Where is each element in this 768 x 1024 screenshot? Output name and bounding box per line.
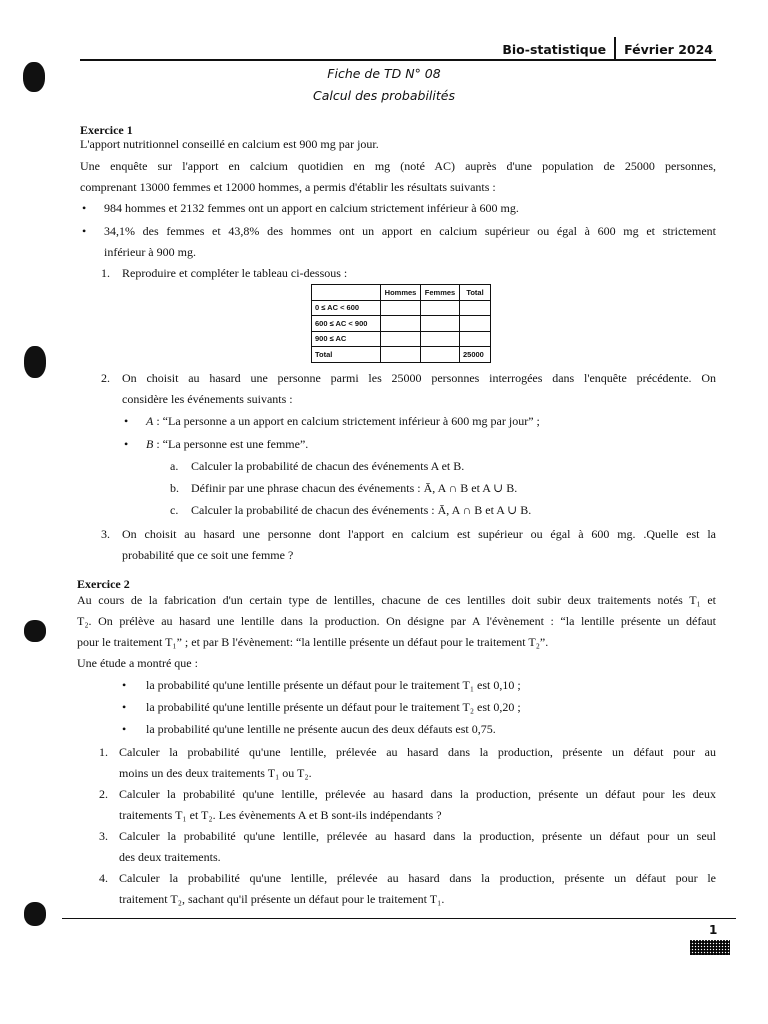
ex1-q3-line-2: probabilité que ce soit une femme ? bbox=[122, 548, 294, 562]
punch-hole-2 bbox=[24, 346, 46, 378]
table-header-cell: Total bbox=[460, 285, 491, 301]
header-divider bbox=[614, 37, 616, 61]
table-header-cell bbox=[312, 285, 381, 301]
ex1-intro-line: L'apport nutritionnel conseillé en calcium est 900 mg par jour. bbox=[80, 137, 379, 151]
table-cell bbox=[381, 331, 421, 347]
ex1-q2-line-1: On choisit au hasard une personne parmi les 25000 personnes interrogées dans l'enquête précédente. On bbox=[122, 371, 716, 385]
table-row bbox=[312, 331, 491, 347]
table-row-label: 900 ≤ AC bbox=[312, 331, 381, 347]
ex2-q4-number: 4. bbox=[99, 871, 108, 885]
ex1-bullet-1: 984 hommes et 2132 femmes ont un apport en calcium strictement inférieur à 600 mg. bbox=[104, 201, 519, 215]
ex1-q2c-label: c. bbox=[170, 503, 179, 517]
ex1-q1-number: 1. bbox=[101, 266, 110, 280]
table-header-row bbox=[312, 285, 491, 301]
ex2-q2-line-2: traitements T₁ et T₂. Les évènements A et B sont-ils indépendants ? bbox=[119, 808, 442, 822]
ex1-bullet-2-line-2: inférieur à 900 mg. bbox=[104, 245, 196, 259]
ex2-bullet-3: la probabilité qu'une lentille ne présente aucun des deux défauts est 0,75. bbox=[146, 722, 496, 736]
ex2-intro-line-1: Au cours de la fabrication d'un certain type de lentilles, chacune de ces lentilles doit subir deux traitements notés T₁ et bbox=[77, 593, 716, 607]
punch-hole-3 bbox=[24, 620, 46, 642]
table-cell bbox=[421, 347, 460, 363]
ex2-intro-line-4: Une étude a montré que : bbox=[77, 656, 198, 670]
ex2-bullet-2: la probabilité qu'une lentille présente un défaut pour le traitement T₂ est 0,20 ; bbox=[146, 700, 521, 714]
sheet-title: Fiche de TD N° 08 bbox=[327, 66, 441, 81]
ex1-q2b-label: b. bbox=[170, 481, 179, 495]
ex2-intro-line-2: T₂. On prélève au hasard une lentille dans la production. On désigne par A l'évènement : “la lentille présente un défaut bbox=[77, 614, 716, 628]
ex2-q3-number: 3. bbox=[99, 829, 108, 843]
exercise-2-heading: Exercice 2 bbox=[77, 577, 130, 591]
table-cell bbox=[381, 347, 421, 363]
bullet-dot: • bbox=[124, 437, 129, 451]
table-cell bbox=[460, 300, 491, 316]
table-row-label: 0 ≤ AC < 600 bbox=[312, 300, 381, 316]
ex2-q4-line-1: Calculer la probabilité qu'une lentille, prélevée au hasard dans la production, présente un défaut pour le bbox=[119, 871, 716, 885]
event-a-symbol: A bbox=[146, 414, 154, 428]
table-cell bbox=[421, 316, 460, 332]
table-cell bbox=[381, 316, 421, 332]
ex2-q1-line-2: moins un des deux traitements T₁ ou T₂. bbox=[119, 766, 312, 780]
ex2-q2-number: 2. bbox=[99, 787, 108, 801]
table-row-label: 600 ≤ AC < 900 bbox=[312, 316, 381, 332]
ex1-q2a-label: a. bbox=[170, 459, 179, 473]
event-a-text: : “La personne a un apport en calcium strictement inférieur à 600 mg par jour” ; bbox=[153, 414, 540, 428]
ex2-q1-number: 1. bbox=[99, 745, 108, 759]
table-cell bbox=[421, 300, 460, 316]
bullet-dot: • bbox=[82, 224, 87, 238]
ex2-q4-line-2: traitement T₂, sachant qu'il présente un défaut pour le traitement T₁. bbox=[119, 892, 445, 906]
page-number: 1 bbox=[709, 923, 718, 937]
table-row bbox=[312, 300, 491, 316]
ex2-q3-line-2: des deux traitements. bbox=[119, 850, 221, 864]
ex2-intro-line-3: pour le traitement T₁” ; et par B l'évènement: “la lentille présente un défaut pour le traitement T₂”. bbox=[77, 635, 549, 649]
footer-rule bbox=[62, 918, 736, 919]
exercise-1-heading: Exercice 1 bbox=[80, 123, 133, 137]
header-rule bbox=[80, 59, 716, 61]
bullet-dot: • bbox=[122, 678, 127, 692]
table-row-label: Total bbox=[312, 347, 381, 363]
ex1-q2a-text: Calculer la probabilité de chacun des événements A et B. bbox=[191, 459, 465, 473]
ex1-q2c-text: Calculer la probabilité de chacun des événements : Ā, A ∩ B et A ∪ B. bbox=[191, 503, 532, 517]
table-cell bbox=[381, 300, 421, 316]
table-cell bbox=[421, 331, 460, 347]
ex2-q1-line-1: Calculer la probabilité qu'une lentille, prélevée au hasard dans la production, présente un défaut pour au bbox=[119, 745, 716, 759]
table-row bbox=[312, 347, 491, 363]
ex1-q3-line-1: On choisit au hasard une personne dont l'apport en calcium est supérieur ou égal à 600 mg. .Quelle est la bbox=[122, 527, 716, 541]
course-name: Bio-statistique bbox=[502, 41, 607, 57]
page-header bbox=[502, 38, 713, 60]
table-header-cell: Hommes bbox=[381, 285, 421, 301]
ex1-bullet-2-line-1: 34,1% des femmes et 43,8% des hommes ont un apport en calcium supérieur ou égal à 600 mg et strictement bbox=[104, 224, 716, 238]
ex1-event-a bbox=[146, 411, 540, 433]
sheet-subject: Calcul des probabilités bbox=[313, 88, 455, 103]
ex1-q3-number: 3. bbox=[101, 527, 110, 541]
ex1-q1-text: Reproduire et compléter le tableau ci-dessous : bbox=[122, 266, 348, 280]
bullet-dot: • bbox=[82, 201, 87, 215]
ex2-q3-line-1: Calculer la probabilité qu'une lentille, prélevée au hasard dans la production, présente un défaut pour un seul bbox=[119, 829, 716, 843]
bullet-dot: • bbox=[124, 414, 129, 428]
ex1-survey-line-1: Une enquête sur l'apport en calcium quotidien en mg (noté AC) auprès d'une population de 25000 personnes, bbox=[80, 159, 716, 173]
header-date: Février 2024 bbox=[624, 41, 713, 57]
table-total-cell: 25000 bbox=[460, 347, 491, 363]
ex2-bullet-1: la probabilité qu'une lentille présente un défaut pour le traitement T₁ est 0,10 ; bbox=[146, 678, 521, 692]
ex2-q2-line-1: Calculer la probabilité qu'une lentille, prélevée au hasard dans la production, présente un défaut pour les deux bbox=[119, 787, 716, 801]
bullet-dot: • bbox=[122, 700, 127, 714]
calcium-table bbox=[311, 284, 491, 363]
table-cell bbox=[460, 331, 491, 347]
table-row bbox=[312, 316, 491, 332]
scan-stamp bbox=[690, 940, 730, 955]
event-b-symbol: B bbox=[146, 437, 154, 451]
ex1-event-b bbox=[146, 434, 308, 456]
ex1-q2b-text: Définir par une phrase chacun des événements : Ā, A ∩ B et A ∪ B. bbox=[191, 481, 518, 495]
punch-hole-4 bbox=[24, 902, 46, 926]
ex1-q2-number: 2. bbox=[101, 371, 110, 385]
ex1-survey-line-2: comprenant 13000 femmes et 12000 hommes, a permis d'établir les résultats suivants : bbox=[80, 180, 496, 194]
bullet-dot: • bbox=[122, 722, 127, 736]
event-b-text: : “La personne est une femme”. bbox=[153, 437, 309, 451]
table-cell bbox=[460, 316, 491, 332]
table-header-cell: Femmes bbox=[421, 285, 460, 301]
ex1-q2-line-2: considère les événements suivants : bbox=[122, 392, 293, 406]
